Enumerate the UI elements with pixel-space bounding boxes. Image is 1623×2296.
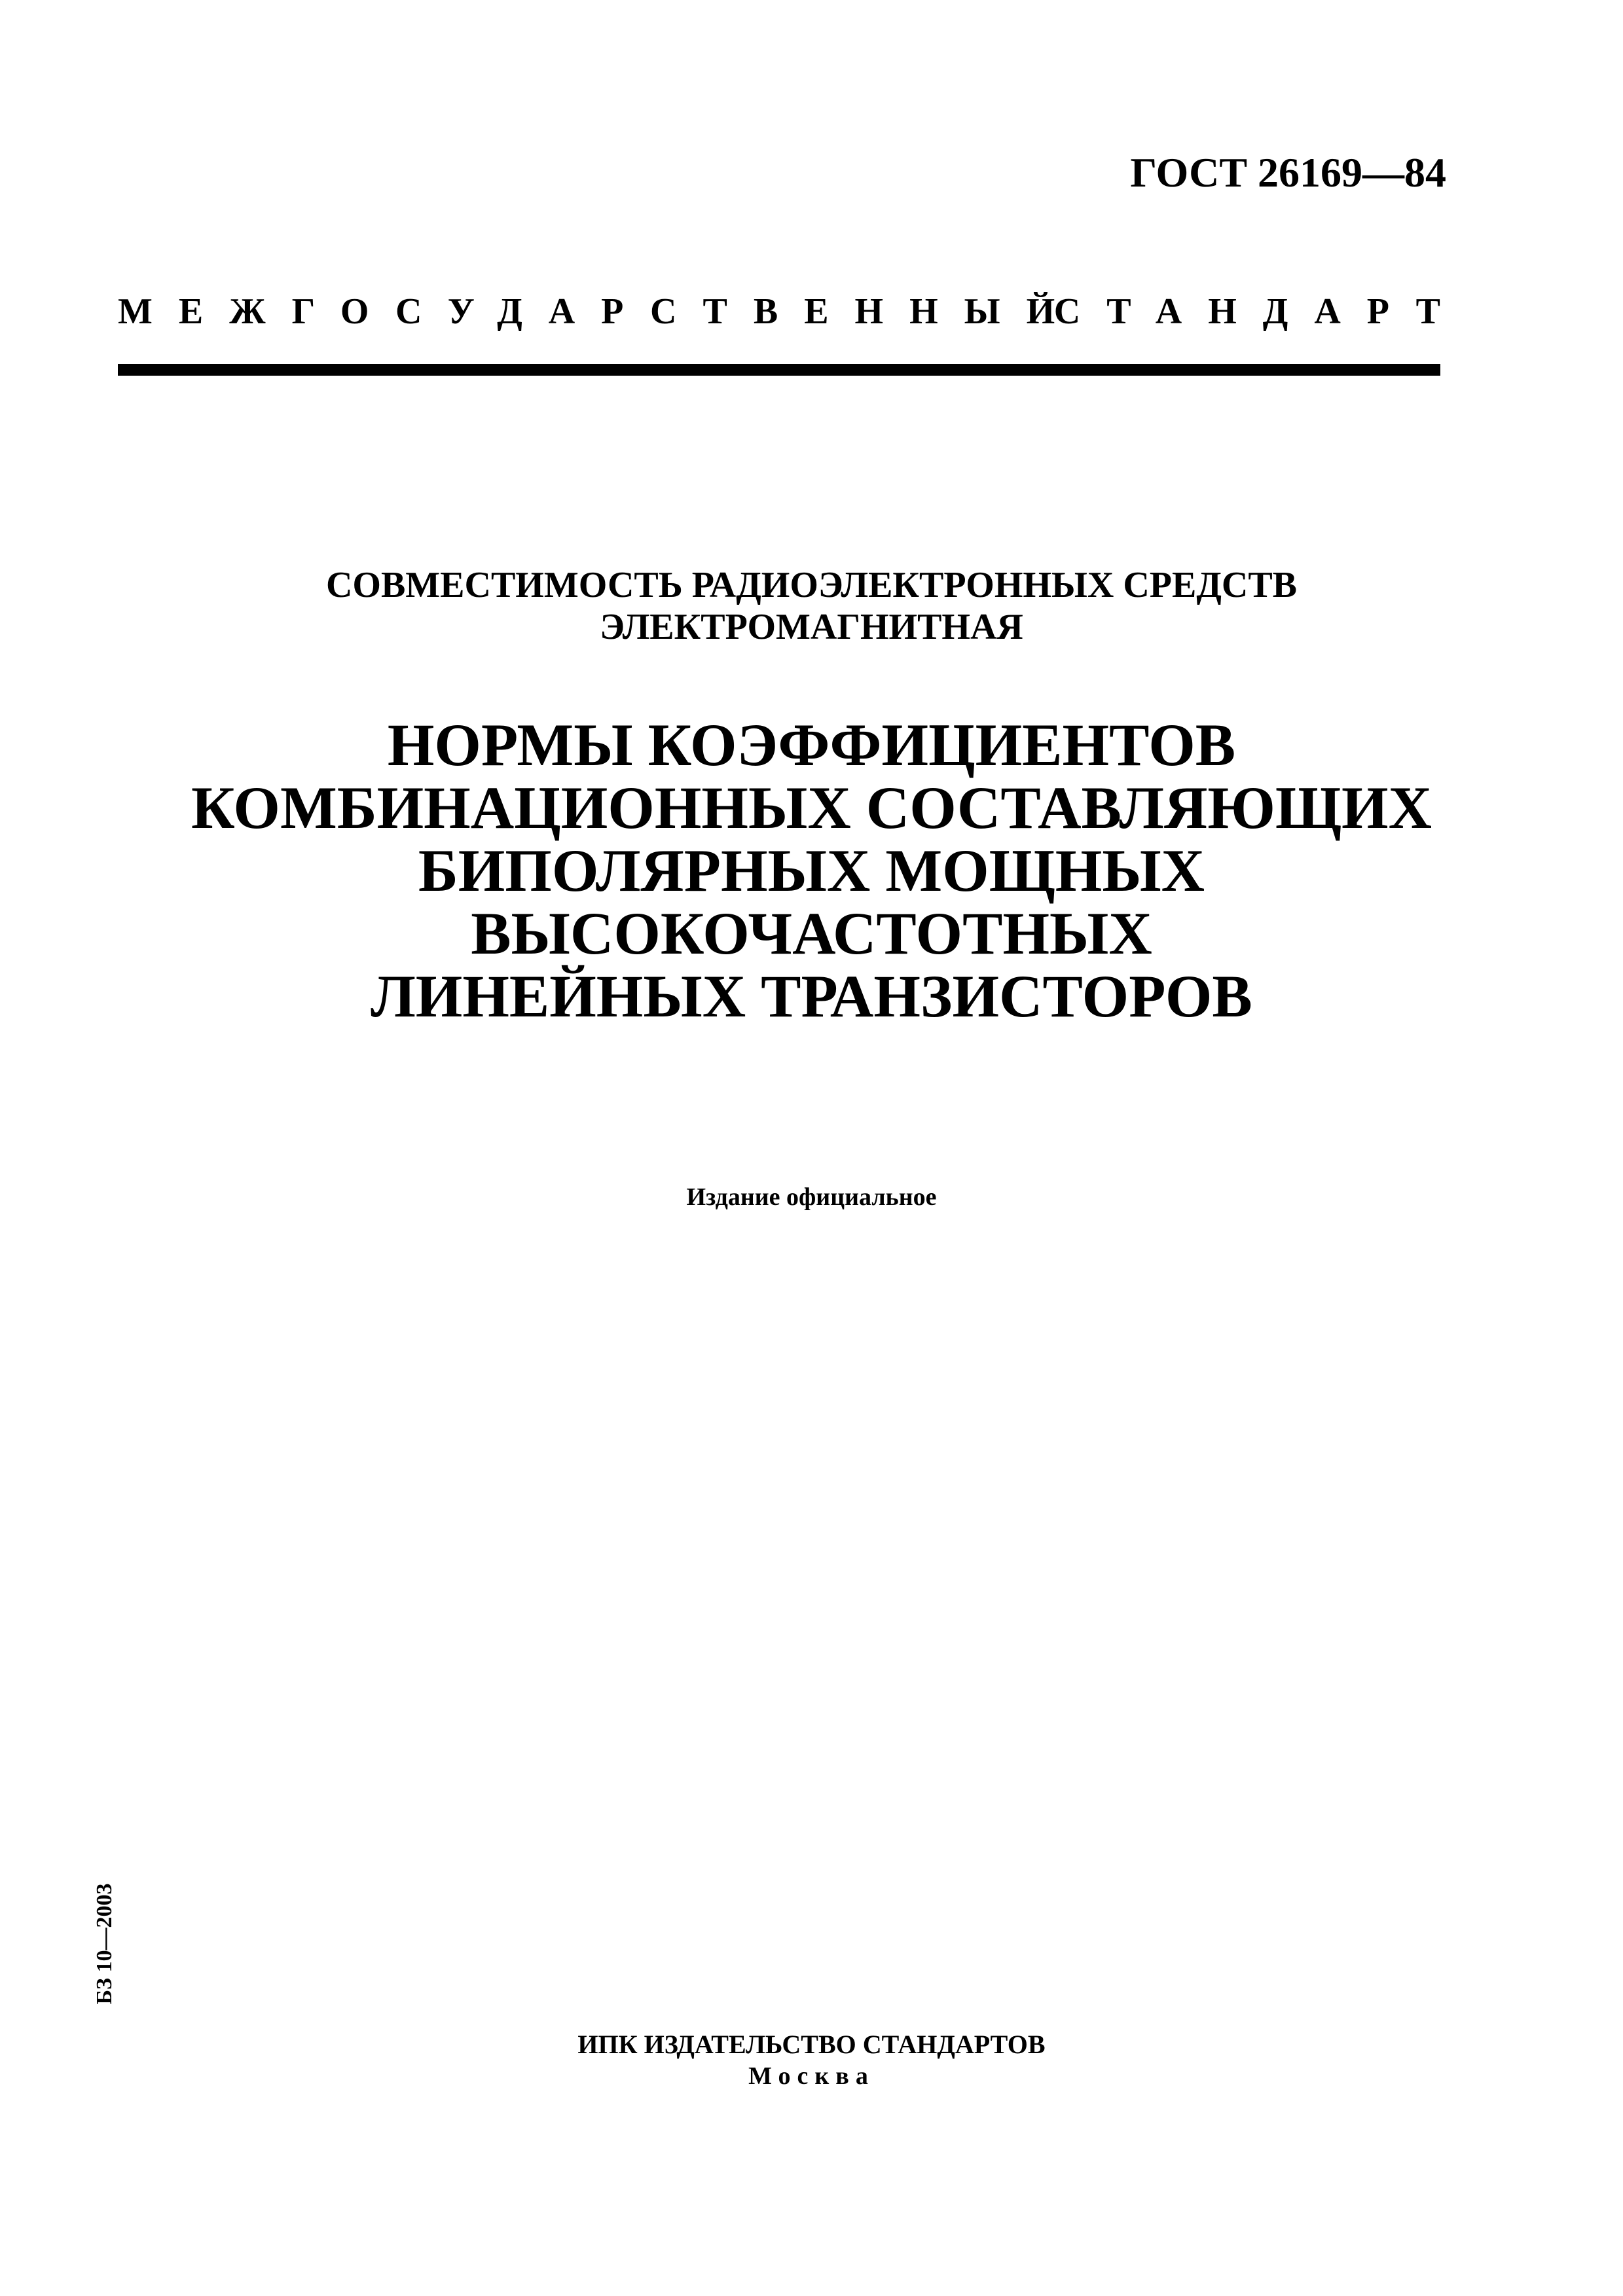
title-sub (0, 713, 1623, 1028)
title-sub-line-3: БИПОЛЯРНЫХ МОЩНЫХ (418, 837, 1205, 904)
title-sub-line-2: КОМБИНАЦИОННЫХ СОСТАВЛЯЮЩИХ (191, 774, 1432, 841)
publisher-name: ИПК ИЗДАТЕЛЬСТВО СТАНДАРТОВ (577, 2030, 1046, 2059)
side-code: БЗ 10—2003 (92, 1883, 117, 2005)
title-sub-line-1: НОРМЫ КОЭФФИЦИЕНТОВ (387, 711, 1236, 778)
publisher-block (0, 2029, 1623, 2092)
title-group (0, 564, 1623, 1028)
title-sub-line-5: ЛИНЕЙНЫХ ТРАНЗИСТОРОВ (371, 963, 1252, 1030)
interstate-label: МЕЖГОСУДАРСТВЕННЫЙ (118, 291, 1082, 332)
header-rule (118, 364, 1440, 376)
document-number: ГОСТ 26169—84 (1130, 149, 1446, 196)
title-main-line-2: ЭЛЕКТРОМАГНИТНАЯ (600, 607, 1023, 647)
header-band (118, 291, 1467, 347)
edition-label: Издание официальное (686, 1183, 937, 1211)
title-main-line-1: СОВМЕСТИМОСТЬ РАДИОЭЛЕКТРОННЫХ СРЕДСТВ (325, 565, 1298, 605)
publisher-city: Москва (748, 2062, 875, 2090)
title-sub-line-4: ВЫСОКОЧАСТОТНЫХ (471, 900, 1152, 967)
standard-label: СТАНДАРТ (1053, 291, 1467, 332)
